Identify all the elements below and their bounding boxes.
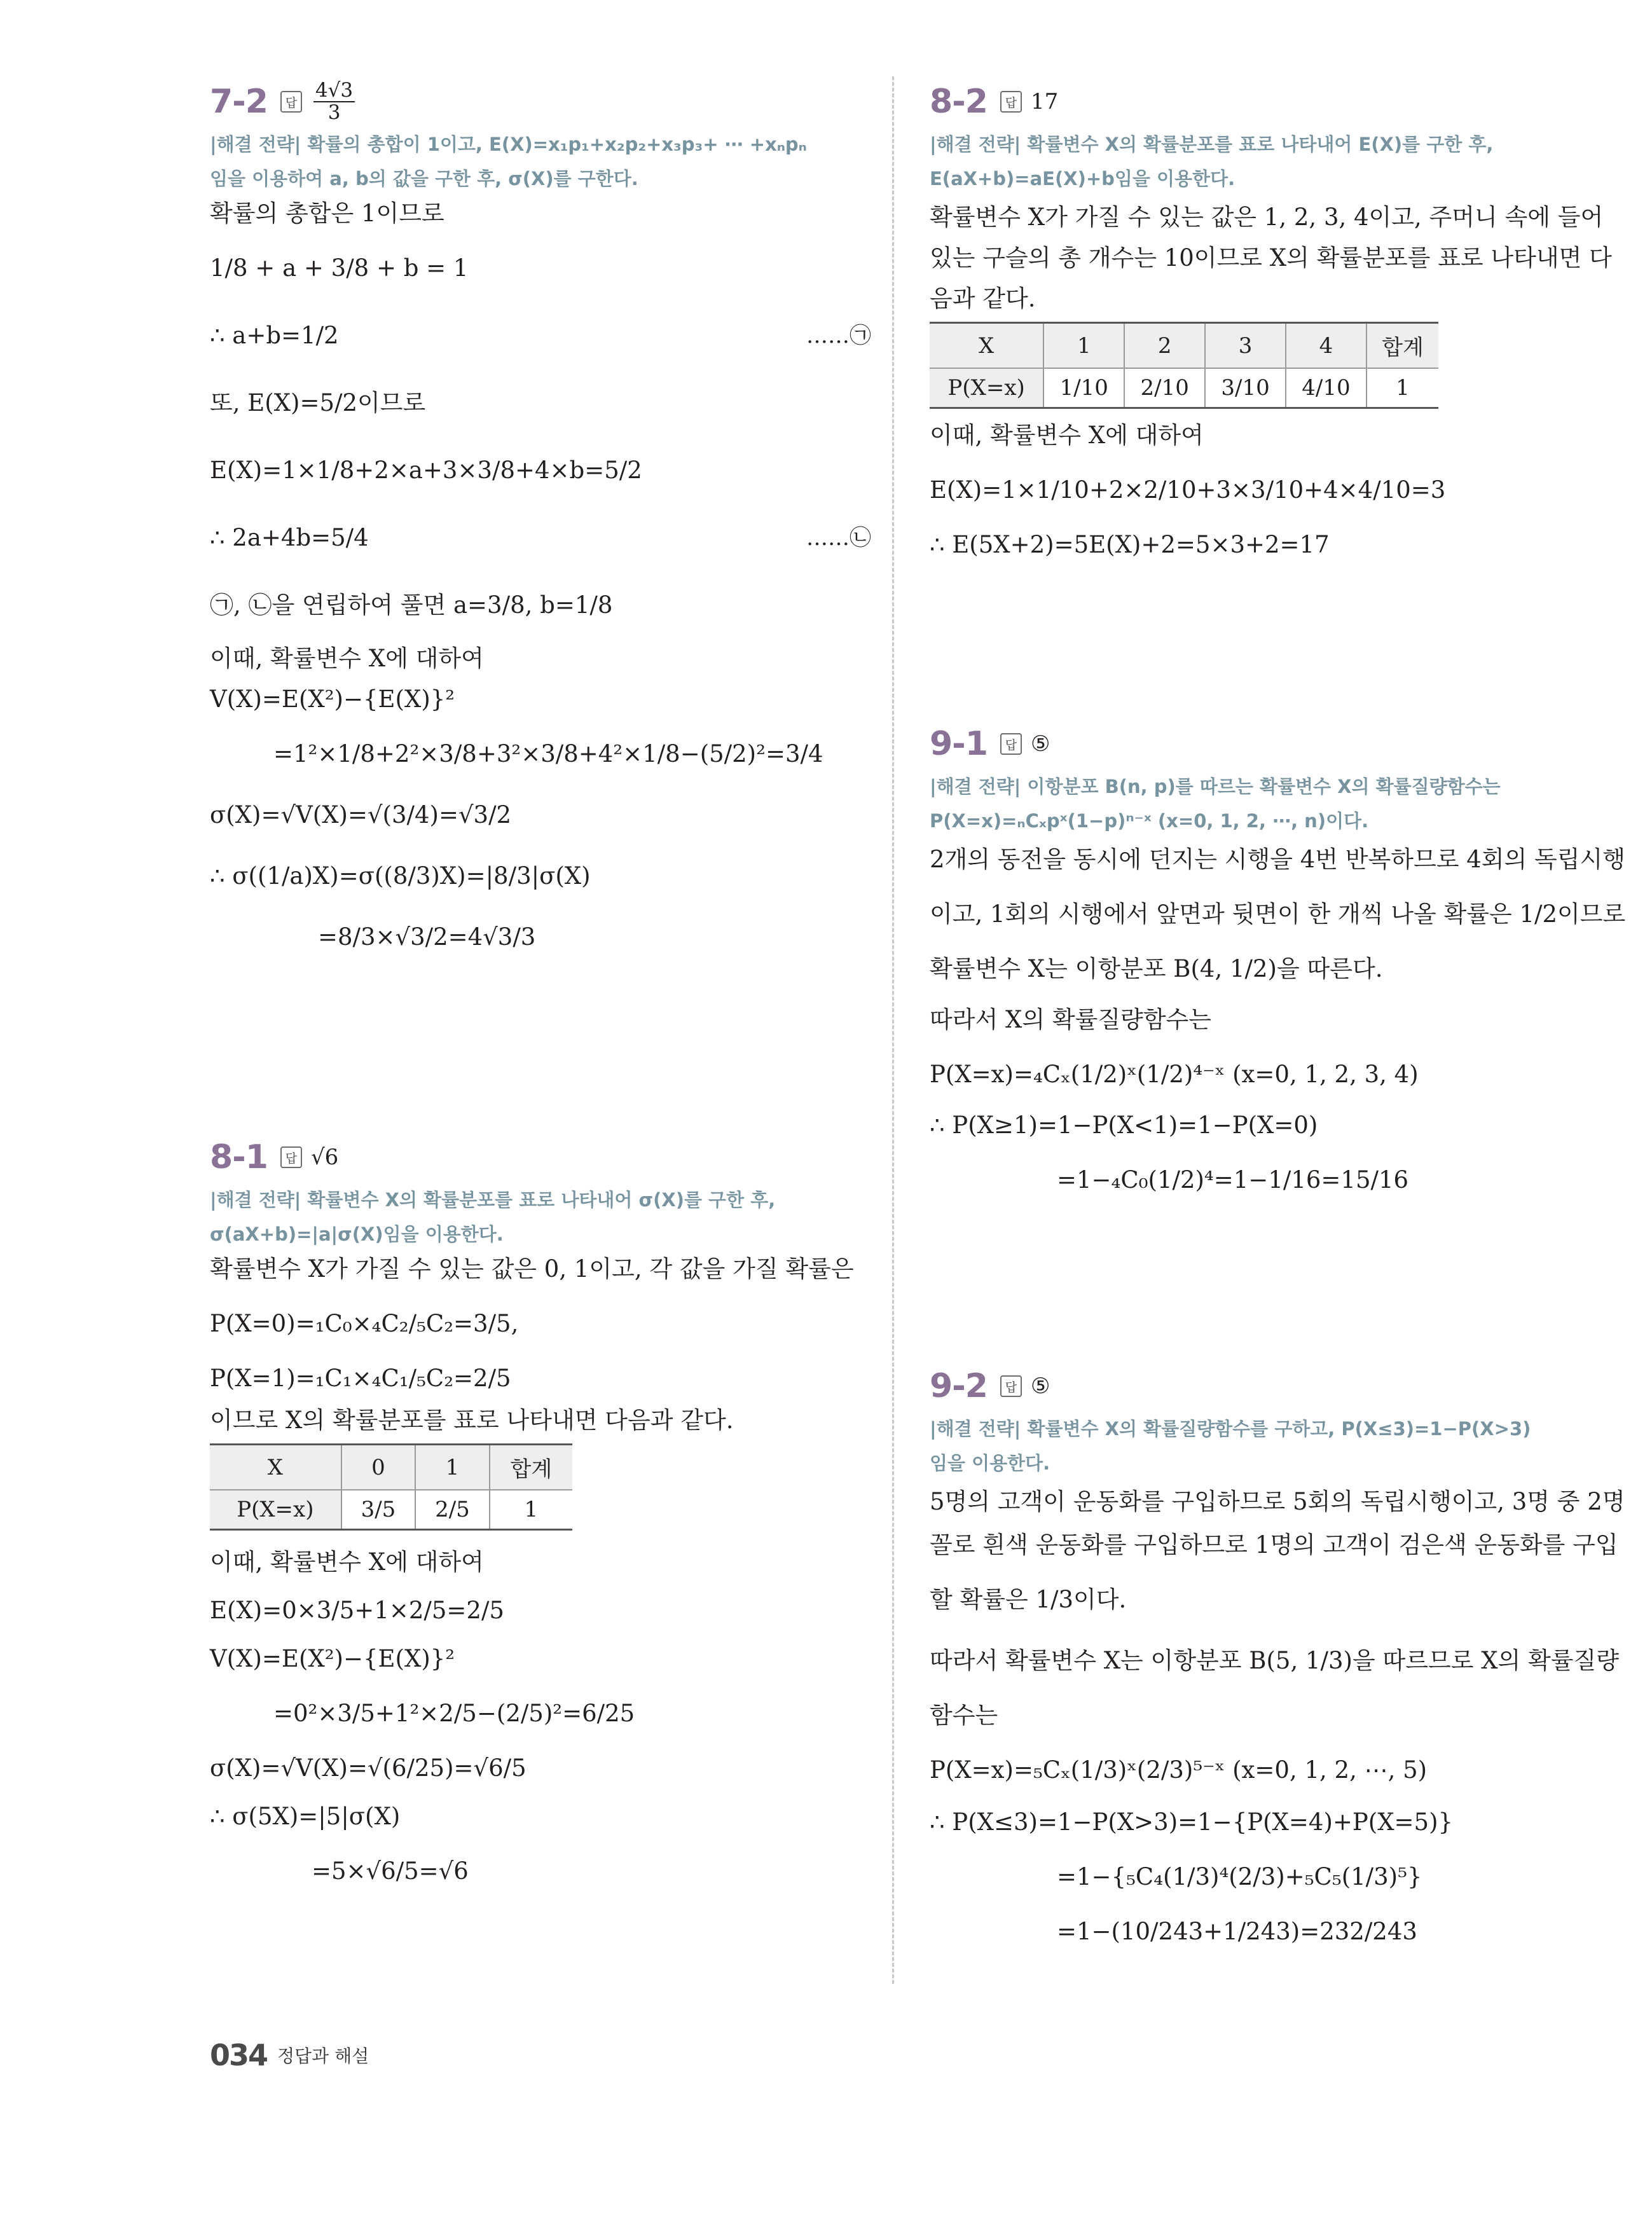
table-cell: 3/5: [341, 1490, 416, 1530]
table-cell: 3/10: [1205, 368, 1286, 408]
equation: P(X=x)=₄Cₓ(1/2)ˣ(1/2)⁴⁻ˣ (x=0, 1, 2, 3, 4): [930, 1061, 1419, 1088]
answer-value: 17: [1030, 89, 1059, 114]
equation: σ(X)=√V(X)=√(6/25)=√6/5: [210, 1754, 527, 1782]
table-cell: P(X=x): [930, 368, 1043, 408]
equation: ∴ σ(5X)=|5|σ(X): [210, 1803, 401, 1830]
answer-value: √6: [310, 1145, 339, 1170]
equation: ∴ P(X≤3)=1−P(X>3)=1−{P(X=4)+P(X=5)}: [930, 1808, 1454, 1836]
table-cell: 0: [341, 1445, 416, 1490]
equation: σ(X)=√V(X)=√(3/4)=√3/2: [210, 801, 512, 829]
table-cell: 1/10: [1043, 368, 1124, 408]
problem-header: [930, 719, 1586, 769]
equation: ∴ 2a+4b=5/4 ……㉡: [210, 520, 871, 556]
problem-number: 9-1: [930, 725, 988, 763]
equation: =5×√6/5=√6: [312, 1857, 469, 1885]
answer-badge: 답: [1000, 91, 1022, 113]
solution-line: 이므로 X의 확률분포를 표로 나타내면 다음과 같다.: [210, 1407, 734, 1434]
column-divider: [892, 76, 894, 1984]
distribution-table: [930, 322, 1438, 409]
equation: P(X=x)=₅Cₓ(1/3)ˣ(2/3)⁵⁻ˣ (x=0, 1, 2, ⋯, 5): [930, 1756, 1428, 1784]
table-row: [210, 1490, 572, 1530]
equation: P(X=0)=₁C₀×₄C₂/₅C₂=3/5,: [210, 1310, 519, 1337]
problem-number: 8-2: [930, 83, 988, 121]
strategy-line-1: |해결 전략| 이항분포 B(n, p)를 따르는 확률변수 X의 확률질량함수는: [930, 776, 1501, 797]
equation: ∴ E(5X+2)=5E(X)+2=5×3+2=17: [930, 531, 1330, 558]
mark-1: ……㉠: [806, 323, 871, 348]
solution-line: 음과 같다.: [930, 285, 1036, 312]
answer-badge: 답: [280, 91, 302, 113]
solution-line: 함수는: [930, 1702, 998, 1729]
table-cell: 1: [490, 1490, 572, 1530]
answer-value: ⑤: [1030, 731, 1050, 757]
answer-badge: 답: [280, 1146, 302, 1168]
equation: =1−{₅C₄(1/3)⁴(2/3)+₅C₅(1/3)⁵}: [1057, 1863, 1422, 1890]
table-cell: 합계: [1366, 323, 1438, 369]
table-cell: 1: [1366, 368, 1438, 408]
problem-header: [210, 1132, 871, 1183]
equation: E(X)=0×3/5+1×2/5=2/5: [210, 1597, 504, 1624]
answer-value: $\frac{4√3}{3}$: [313, 80, 355, 124]
equation: E(X)=1×1/10+2×2/10+3×3/10+4×4/10=3: [930, 476, 1446, 504]
solution-line: 있는 구슬의 총 개수는 10이므로 X의 확률분포를 표로 나타내면 다: [930, 244, 1612, 272]
mark-2: ……㉡: [806, 525, 871, 551]
strategy-line-1: |해결 전략| 확률변수 X의 확률질량함수를 구하고, P(X≤3)=1−P(X>3): [930, 1418, 1531, 1440]
problem-number: 9-2: [930, 1367, 988, 1405]
solution-line: 확률변수 X가 가질 수 있는 값은 0, 1이고, 각 값을 가질 확률은: [210, 1255, 854, 1283]
table-cell: X: [930, 323, 1043, 369]
table-cell: 1: [415, 1445, 490, 1490]
problem-8-2: [930, 76, 1612, 563]
table-cell: X: [210, 1445, 341, 1490]
solution-line: 2개의 동전을 동시에 던지는 시행을 4번 반복하므로 4회의 독립시행: [930, 846, 1626, 873]
answer-badge: 답: [1000, 1375, 1022, 1397]
strategy-line-2: 임을 이용한다.: [930, 1452, 1050, 1474]
solution-line: 확률의 총합은 1이므로: [210, 200, 444, 227]
solution-line: 이때, 확률변수 X에 대하여: [210, 645, 484, 672]
problem-header: [930, 1361, 1586, 1412]
solution-line: 5명의 고객이 운동화를 구입하므로 5회의 독립시행이고, 3명 중 2명: [930, 1488, 1625, 1515]
problem-header: [210, 76, 871, 127]
table-cell: 합계: [490, 1445, 572, 1490]
strategy-line-1: |해결 전략| 확률의 총합이 1이고, E(X)=x₁p₁+x₂p₂+x₃p₃+ ⋯ +xₙpₙ: [210, 134, 807, 155]
problem-number: 7-2: [210, 83, 268, 121]
answer-badge: 답: [1000, 733, 1022, 755]
answer-value: ⑤: [1030, 1373, 1050, 1399]
solution-line: 확률변수 X는 이항분포 B(4, 1/2)을 따른다.: [930, 955, 1383, 982]
solution-line: 할 확률은 1/3이다.: [930, 1586, 1127, 1613]
strategy-line-2: 임을 이용하여 a, b의 값을 구한 후, σ(X)를 구한다.: [210, 168, 638, 189]
equation: =0²×3/5+1²×2/5−(2/5)²=6/25: [273, 1700, 635, 1727]
equation: =8/3×√3/2=4√3/3: [318, 923, 536, 951]
strategy-line-1: |해결 전략| 확률변수 X의 확률분포를 표로 나타내어 σ(X)를 구한 후,: [210, 1189, 776, 1211]
equation: V(X)=E(X²)−{E(X)}²: [210, 685, 455, 713]
table-cell: 4: [1286, 323, 1366, 369]
equation: =1−₄C₀(1/2)⁴=1−1/16=15/16: [1057, 1166, 1409, 1194]
distribution-table: [210, 1443, 572, 1531]
equation: P(X=1)=₁C₁×₄C₁/₅C₂=2/5: [210, 1365, 511, 1392]
page-number: 034: [210, 2038, 268, 2072]
equation: 1/8 + a + 3/8 + b = 1: [210, 254, 469, 282]
solution-line: 이때, 확률변수 X에 대하여: [930, 422, 1204, 449]
strategy-line-2: σ(aX+b)=|a|σ(X)임을 이용한다.: [210, 1223, 504, 1245]
equation: =1²×1/8+2²×3/8+3²×3/8+4²×1/8−(5/2)²=3/4: [273, 740, 823, 767]
table-cell: 2/5: [415, 1490, 490, 1530]
equation: E(X)=1×1/8+2×a+3×3/8+4×b=5/2: [210, 457, 642, 484]
table-cell: P(X=x): [210, 1490, 341, 1530]
equation: V(X)=E(X²)−{E(X)}²: [210, 1645, 455, 1672]
problem-7-2: [210, 76, 871, 955]
table-cell: 3: [1205, 323, 1286, 369]
table-header-row: [930, 323, 1438, 369]
equation: ∴ a+b=1/2 ……㉠: [210, 318, 871, 354]
table-cell: 2: [1124, 323, 1205, 369]
strategy-line-2: E(aX+b)=aE(X)+b임을 이용한다.: [930, 168, 1236, 189]
solution-line: 꼴로 흰색 운동화를 구입하므로 1명의 고객이 검은색 운동화를 구입: [930, 1531, 1618, 1559]
strategy-line-1: |해결 전략| 확률변수 X의 확률분포를 표로 나타내어 E(X)를 구한 후,: [930, 134, 1494, 155]
problem-9-1: [930, 719, 1626, 1198]
problem-number: 8-1: [210, 1138, 268, 1176]
table-cell: 2/10: [1124, 368, 1205, 408]
table-cell: 4/10: [1286, 368, 1366, 408]
solution-line: 따라서 X의 확률질량함수는: [930, 1006, 1212, 1033]
page-footer: [210, 2038, 369, 2072]
table-row: [930, 368, 1438, 408]
strategy-line-2: P(X=x)=ₙCₓpˣ(1−p)ⁿ⁻ˣ (x=0, 1, 2, ⋯, n)이다.: [930, 810, 1369, 832]
solution-line: ㉠, ㉡을 연립하여 풀면 a=3/8, b=1/8: [210, 591, 613, 619]
problem-header: [930, 76, 1586, 127]
equation: =1−(10/243+1/243)=232/243: [1057, 1918, 1417, 1945]
equation: ∴ σ((1/a)X)=σ((8/3)X)=|8/3|σ(X): [210, 862, 591, 890]
solution-line: 이때, 확률변수 X에 대하여: [210, 1548, 484, 1576]
table-cell: 1: [1043, 323, 1124, 369]
equation: ∴ P(X≥1)=1−P(X<1)=1−P(X=0): [930, 1112, 1318, 1139]
solution-line: 따라서 확률변수 X는 이항분포 B(5, 1/3)을 따르므로 X의 확률질량: [930, 1647, 1620, 1674]
solution-line: 이고, 1회의 시행에서 앞면과 뒷면이 한 개씩 나올 확률은 1/2이므로: [930, 900, 1626, 928]
solution-line: 또, E(X)=5/2이므로: [210, 389, 426, 416]
table-header-row: [210, 1445, 572, 1490]
problem-8-1: [210, 1132, 871, 1889]
solution-line: 확률변수 X가 가질 수 있는 값은 1, 2, 3, 4이고, 주머니 속에 들어: [930, 203, 1604, 231]
problem-9-2: [930, 1361, 1625, 1950]
footer-title: 정답과 해설: [277, 2046, 369, 2067]
